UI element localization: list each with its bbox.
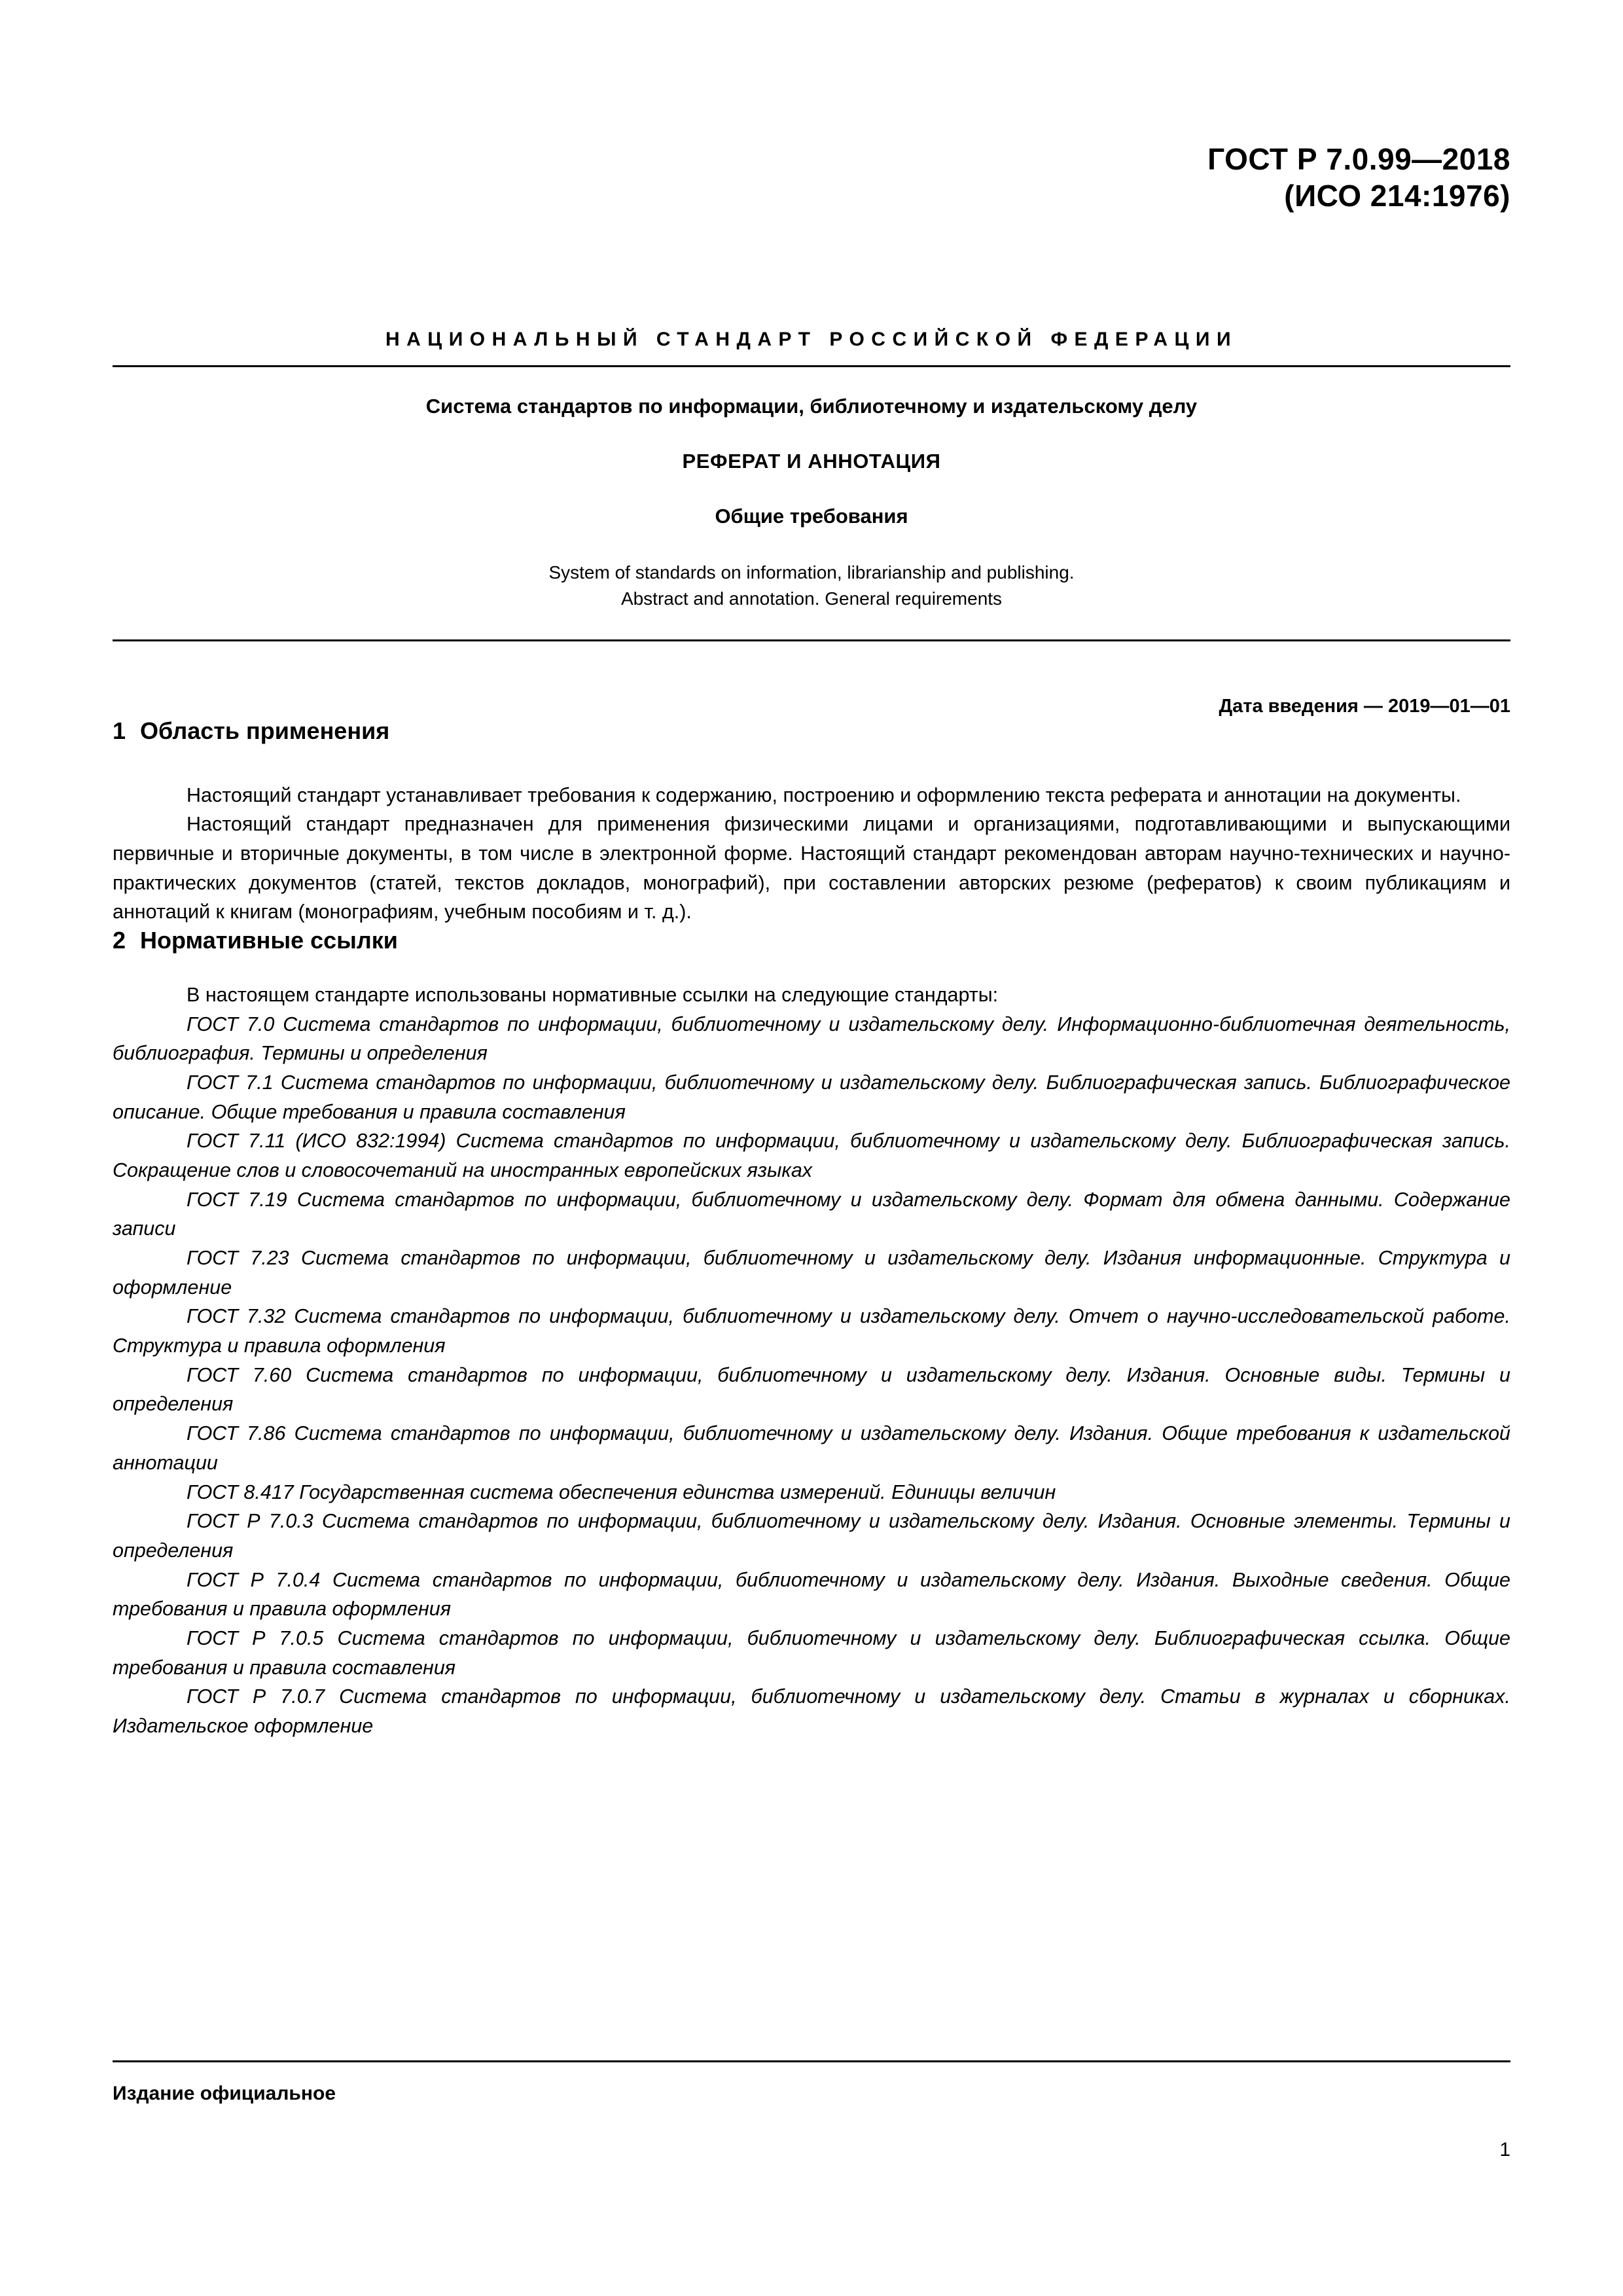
normative-references-list [113, 1010, 1510, 1741]
reference-item: ГОСТ 7.23 Система стандартов по информации, библиотечному и издательскому делу. Издания информационные. Структура и оформление [113, 1247, 1510, 1299]
reference-item: ГОСТ Р 7.0.3 Система стандартов по информации, библиотечному и издательскому делу. Издания. Основные элементы. Термины и определения [113, 1510, 1510, 1562]
reference-item: ГОСТ 7.86 Система стандартов по информации, библиотечному и издательскому делу. Издания. Общие требования к издательской аннотации [113, 1422, 1510, 1474]
effective-date: Дата введения — 2019—01—01 [1219, 695, 1510, 717]
national-standard-label: НАЦИОНАЛЬНЫЙ СТАНДАРТ РОССИЙСКОЙ ФЕДЕРАЦИИ [385, 329, 1238, 351]
subtitle: Общие требования [715, 505, 908, 528]
reference-item: ГОСТ 7.32 Система стандартов по информации, библиотечному и издательскому делу. Отчет о научно-исследовательской работе. Структура и правила оформления [113, 1305, 1510, 1357]
reference-item: ГОСТ Р 7.0.5 Система стандартов по информации, библиотечному и издательскому делу. Библиографическая ссылка. Общие требования и правила составления [113, 1626, 1510, 1679]
section-1-paragraph-1: Настоящий стандарт устанавливает требования к содержанию, построению и оформлению текста реферата и аннотации на документы. [187, 783, 1461, 806]
page-number: 1 [1499, 2139, 1510, 2161]
section-2-intro: В настоящем стандарте использованы нормативные ссылки на следующие стандарты: [187, 984, 999, 1007]
section-heading-2 [113, 927, 1510, 954]
reference-item: ГОСТ 7.11 (ИСО 832:1994) Система стандартов по информации, библиотечному и издательскому делу. Библиографическая запись. Сокращение слов и словосочетаний на иностранных европейских языках [113, 1130, 1510, 1182]
section-1-paragraph-2: Настоящий стандарт предназначен для применения физическими лицами и организациями, подготавливающими и выпускающими первичные и вторичные документы, в том числе в электронной форме. Настоящий стандарт рекомендован авторам научно-технических и научно-практических документов (статей, текстов докладов, монографий), при составлении авторских резюме (рефератов) к своим публикациям и аннотаций к книгам (монографиям, учебным пособиям и т. д.). [113, 813, 1510, 924]
standard-system-title: Система стандартов по информации, библиотечному и издательскому делу [425, 395, 1198, 418]
english-title-line-2: Abstract and annotation. General requirements [620, 588, 1003, 609]
divider-footer [113, 2060, 1510, 2062]
divider-top [113, 365, 1510, 367]
reference-item: ГОСТ Р 7.0.7 Система стандартов по информации, библиотечному и издательскому делу. Статьи в журналах и сборниках. Издательское оформление [113, 1685, 1510, 1737]
section-title-2: Нормативные ссылки [140, 927, 398, 954]
section-heading-1 [113, 717, 1510, 745]
document-code-line-1: ГОСТ Р 7.0.99—2018 [1207, 142, 1510, 176]
english-title [113, 560, 1510, 612]
document-code-line-2: (ИСО 214:1976) [1284, 179, 1510, 213]
reference-item: ГОСТ 7.19 Система стандартов по информации, библиотечному и издательскому делу. Формат для обмена данными. Содержание записи [113, 1188, 1510, 1240]
title-block [113, 395, 1510, 612]
reference-item: ГОСТ 7.0 Система стандартов по информации, библиотечному и издательскому делу. Информационно-библиотечная деятельность, библиография. Термины и определения [113, 1013, 1510, 1065]
reference-item: ГОСТ 7.1 Система стандартов по информации, библиотечному и издательскому делу. Библиографическая запись. Библиографическое описание. Общие требования и правила составления [113, 1071, 1510, 1123]
page-title: РЕФЕРАТ И АННОТАЦИЯ [682, 450, 941, 473]
divider-bottom [113, 639, 1510, 641]
official-edition-label: Издание официальное [113, 2083, 336, 2104]
reference-item: ГОСТ 8.417 Государственная система обеспечения единства измерений. Единицы величин [187, 1480, 1056, 1503]
section-number-1: 1 [113, 717, 126, 744]
document-code [113, 141, 1510, 214]
english-title-line-1: System of standards on information, librarianship and publishing. [548, 562, 1075, 583]
reference-item: ГОСТ Р 7.0.4 Система стандартов по информации, библиотечному и издательскому делу. Издания. Выходные сведения. Общие требования и правила оформления [113, 1568, 1510, 1621]
page-content [113, 0, 1510, 1741]
section-title-1: Область применения [140, 717, 390, 744]
reference-item: ГОСТ 7.60 Система стандартов по информации, библиотечному и издательскому делу. Издания. Основные виды. Термины и определения [113, 1363, 1510, 1416]
section-number-2: 2 [113, 927, 126, 954]
